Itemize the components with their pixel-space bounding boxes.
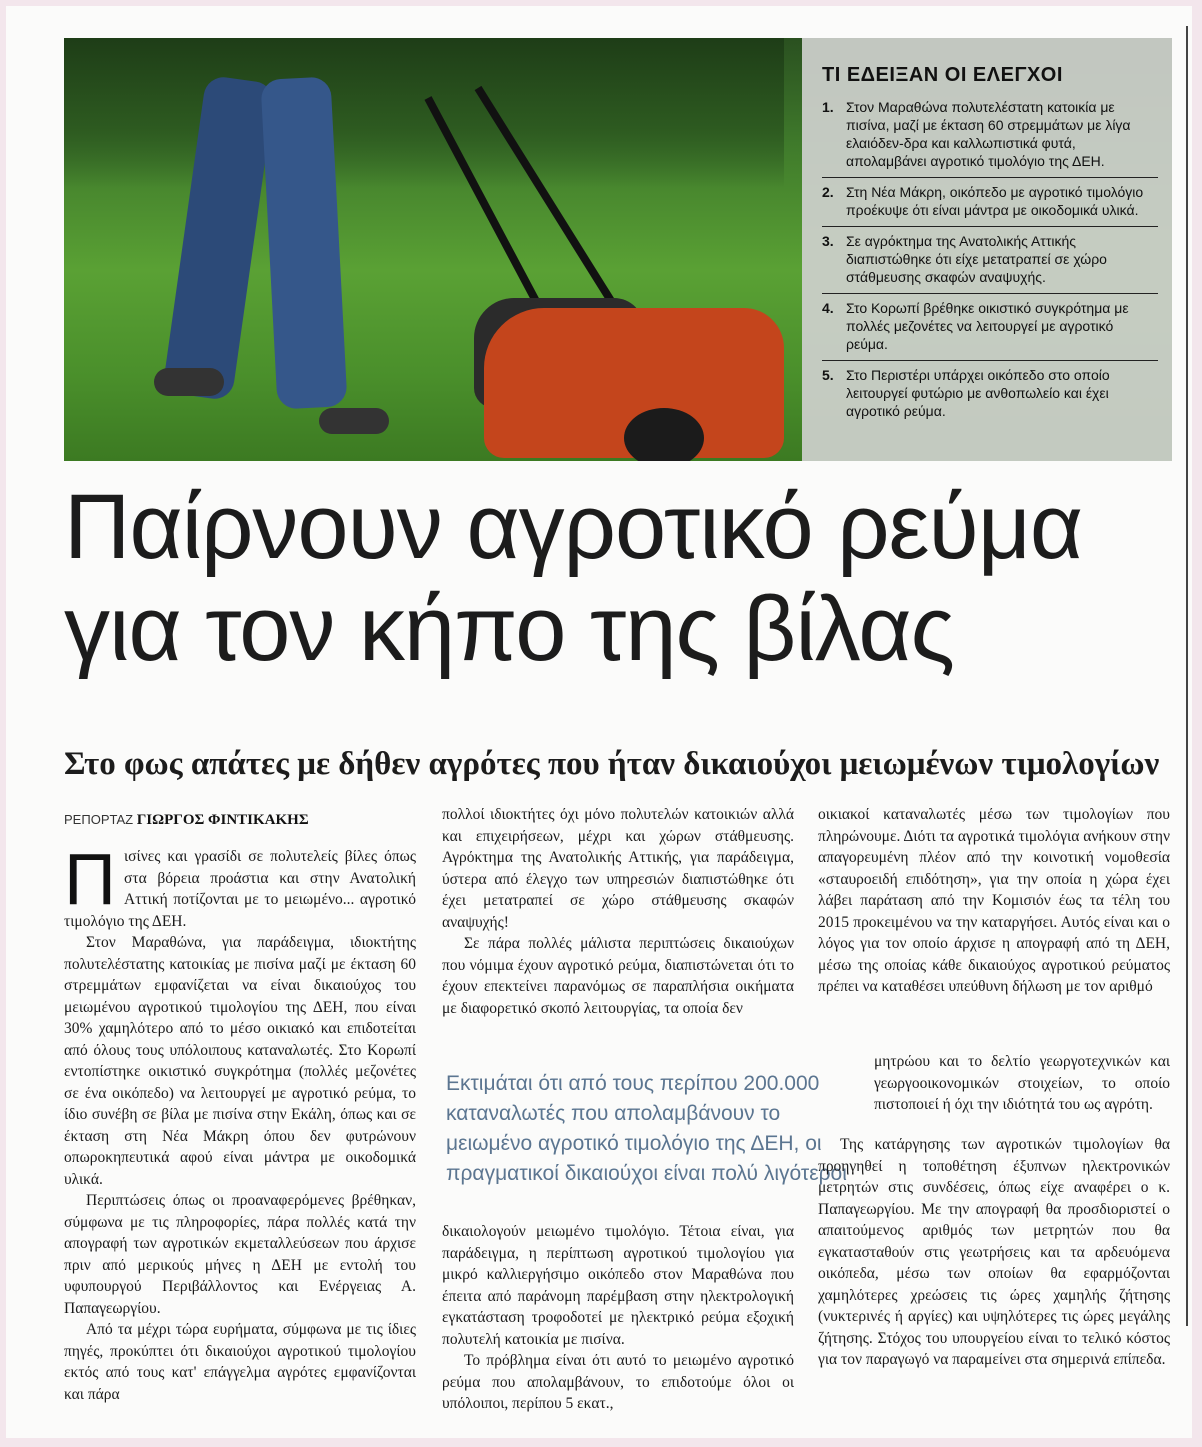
headline: [64, 476, 1174, 680]
finding-item: [822, 177, 1158, 226]
byline-author: ΓΙΩΡΓΟΣ ΦΙΝΤΙΚΑΚΗΣ: [136, 812, 309, 828]
finding-number: 1.: [822, 99, 834, 115]
article-paragraph: Περιπτώσεις όπως οι προαναφερόμενες βρέθηκαν, σύμφωνα με τις πληροφορίες, πάρα πολλές κατά την απογραφή των αγροτικών εκμεταλλεύσεων που άρχισε πριν από μερικούς μήνες η ΔΕΗ με εντολή του υφυπουργού Περιβάλλοντος και Ενέργειας Α. Παπαγεωργίου.: [64, 1192, 416, 1317]
paragraph-text: ισίνες και γρασίδι σε πολυτελείς βίλες όπως στα βόρεια προάστια και στην Ανατολική Αττική ποτίζονται με το μειωμένο... αγροτικό τιμολόγιο της ΔΕΗ.: [64, 848, 416, 930]
article-column-3-continued: [818, 1134, 1170, 1371]
box-title: ΤΙ ΕΔΕΙΞΑΝ ΟΙ ΕΛΕΓΧΟΙ: [822, 64, 1063, 86]
photo-shoe-right: [319, 408, 389, 434]
photo-shoe-left: [154, 368, 224, 396]
finding-number: 2.: [822, 184, 834, 200]
finding-text: Σε αγρόκτημα της Ανατολικής Αττικής διαπιστώθηκε ότι είχε μετατραπεί σε χώρο στάθμευσης σκαφών αναψυχής.: [846, 233, 1107, 285]
finding-text: Στο Κορωπί βρέθηκε οικιστικό συγκρότημα με πολλές μεζονέτες να λειτουργεί με αγροτικό ρεύμα.: [846, 300, 1129, 352]
article-paragraph: Από τα μέχρι τώρα ευρήματα, σύμφωνα με τις ίδιες πηγές, προκύπτει ότι δικαιούχοι αγροτικού τιμολογίου εκτός από τους κατ' επάγγελμα αγρότες εμφανίζονται και πάρα: [64, 1321, 416, 1403]
finding-number: 4.: [822, 300, 834, 316]
subheadline: Στο φως απάτες με δήθεν αγρότες που ήταν δικαιούχοι μειωμένων τιμολογίων: [64, 746, 1160, 782]
article-column-1: [64, 840, 416, 1405]
article-paragraph: [64, 840, 416, 932]
article-paragraph: μητρώου και το δελτίο γεωργοτεχνικών και γεωργοοικονομικών στοιχείων, το οποίο πιστοποιεί ή όχι την ιδιότητά του ως αγρότη.: [874, 1053, 1170, 1113]
drop-cap: Π: [64, 840, 116, 920]
article-paragraph: οικιακοί καταναλωτές μέσω των τιμολογίων που πληρώνουμε. Διότι τα αγροτικά τιμολόγια ανήκουν στην απαγορευμένη πλέον από την κοινοτική νομοθεσία «σταυροειδή επιδότηση», για την οποία η χώρα έχει λάβει παράταση από την Κομισιόν έως τα τέλη του 2015 προκειμένου να την καταργήσει. Αυτός είναι και ο λόγος για τον οποίο άρχισε η απογραφή από τη ΔΕΗ, μέσω της οποίας κάθε δικαιούχος αγροτικού ρεύματος πρέπει να καταθέσει υπεύθυνη δήλωση με τον αριθμό: [818, 806, 1170, 995]
lawn-mower-photo: [64, 38, 1172, 461]
finding-item: [822, 293, 1158, 360]
finding-text: Στον Μαραθώνα πολυτελέστατη κατοικία με πισίνα, μαζί με έκταση 60 στρεμμάτων με λίγα ελαιόδεν-δρα και καλλωπιστικά φυτά, απολαμβάνει αγροτικό τιμολόγιο της ΔΕΗ.: [846, 99, 1131, 169]
article-paragraph: Το πρόβλημα είναι ότι αυτό το μειωμένο αγροτικό ρεύμα που απολαμβάνουν, το επιδοτούμε όλοι οι υπόλοιποι, περίπου 5 εκατ.,: [442, 1352, 794, 1412]
article-paragraph: Σε πάρα πολλές μάλιστα περιπτώσεις δικαιούχων που νόμιμα έχουν αγροτικό ρεύμα, διαπιστώνεται ότι το έχουν επεκτείνει παρανόμως σε παραπλήσια οικήματα με διαφορετικό σκοπό λειτουργίας, τα οποία δεν: [442, 935, 794, 1017]
byline: [64, 812, 309, 829]
article-paragraph: πολλοί ιδιοκτήτες όχι μόνο πολυτελών κατοικιών αλλά και επιχειρήσεων, μέχρι και χώρων στάθμευσης. Αγρόκτημα της Ανατολικής Αττικής, για παράδειγμα, ύστερα από έλεγχο των υπηρεσιών διαπιστώθηκε ότι έχει μετατραπεί σε χώρο στάθμευσης σκαφών αναψυχής!: [442, 806, 794, 931]
article-column-2: [442, 804, 794, 1019]
article-column-3: [818, 804, 1170, 998]
newspaper-page: [6, 6, 1192, 1438]
headline-line-1: Παίρνουν αγροτικό ρεύμα: [64, 476, 1083, 578]
finding-item: [822, 226, 1158, 293]
finding-item: [822, 360, 1158, 427]
finding-text: Στο Περιστέρι υπάρχει οικόπεδο στο οποίο λειτουργεί φυτώριο με ανθοπωλείο και έχει αγροτικό ρεύμα.: [846, 367, 1110, 419]
mower-wheel: [624, 408, 704, 461]
headline-line-2: για τον κήπο της βίλας: [64, 578, 954, 680]
article-paragraph: Της κατάργησης των αγροτικών τιμολογίων θα προηγηθεί η τοποθέτηση έξυπνων ηλεκτρονικών μετρητών στις συνδέσεις, όπως είχε αναφέρει ο κ. Παπαγεωργίου. Με την απογραφή θα προσδιοριστεί ο απαιτούμενος αριθμός των μετρητών που θα εγκατασταθούν στις γεωτρήσεις και τα αρδευόμενα οικόπεδα, μέσω των οποίων θα εφαρμόζονται χαμηλότερες χρεώσεις τις ώρες χαμηλής ζήτησης (νυκτερινές ή αργίες) και υψηλότερες τις ώρες μεγάλης ζήτησης. Στόχος του υπουργείου είναι το τελικό κόστος για τον παραγωγό να παραμείνει στα σημερινά επίπεδα.: [818, 1136, 1170, 1368]
article-paragraph: Στον Μαραθώνα, για παράδειγμα, ιδιοκτήτης πολυτελέστατης κατοικίας με πισίνα μαζί με έκταση 60 στρεμμάτων εμφανίζεται να είναι δικαιούχος του μειωμένου αγροτικού τιμολογίου της ΔΕΗ, που είναι 30% χαμηλότερο από το μέσο οικιακό και επιδοτείται από όλους τους υπόλοιπους καταναλωτές. Στο Κορωπί εντοπίστηκε οικιστικό συγκρότημα (πολλές μεζονέτες σε ένα οικόπεδο) να λειτουργεί με αγροτικό ρεύμα, το ίδιο συνέβη σε βίλα με πισίνα στην Εκάλη, όπως και σε έκταση στη Νέα Μάκρη όπου δεν φυτρώνουν οπωροκηπευτικά αφού είναι μάντρα με οικοδομικά υλικά.: [64, 934, 416, 1188]
finding-number: 5.: [822, 367, 834, 383]
photo-trees: [64, 38, 784, 188]
column-rule: [1186, 26, 1188, 1326]
article-column-2-continued: [442, 1221, 794, 1415]
article-column-3-inset: [874, 1051, 1170, 1116]
inspection-findings-box: [802, 38, 1172, 461]
finding-number: 3.: [822, 233, 834, 249]
finding-item: [822, 93, 1158, 177]
byline-label: ΡΕΠΟΡΤΑΖ: [64, 812, 134, 827]
article-paragraph: δικαιολογούν μειωμένο τιμολόγιο. Τέτοια είναι, για παράδειγμα, η περίπτωση αγροτικού τιμολογίου για μικρό καλλιεργήσιμο οικόπεδο στον Μαραθώνα που έπειτα από παράνομη παρέμβαση στην ηλεκτρολογική εγκατάσταση τροφοδοτεί με ηλεκτρικό ρεύμα εξοχική πολυτελή κατοικία με πισίνα.: [442, 1223, 794, 1348]
pull-quote: Εκτιμάται ότι από τους περίπου 200.000 καταναλωτές που απολαμβάνουν το μειωμένο αγροτικό τιμολόγιο της ΔΕΗ, οι πραγματικοί δικαιούχοι είναι πολύ λιγότεροι: [446, 1072, 847, 1185]
finding-text: Στη Νέα Μάκρη, οικόπεδο με αγροτικό τιμολόγιο προέκυψε ότι είναι μάντρα με οικοδομικά υλικά.: [846, 184, 1144, 218]
